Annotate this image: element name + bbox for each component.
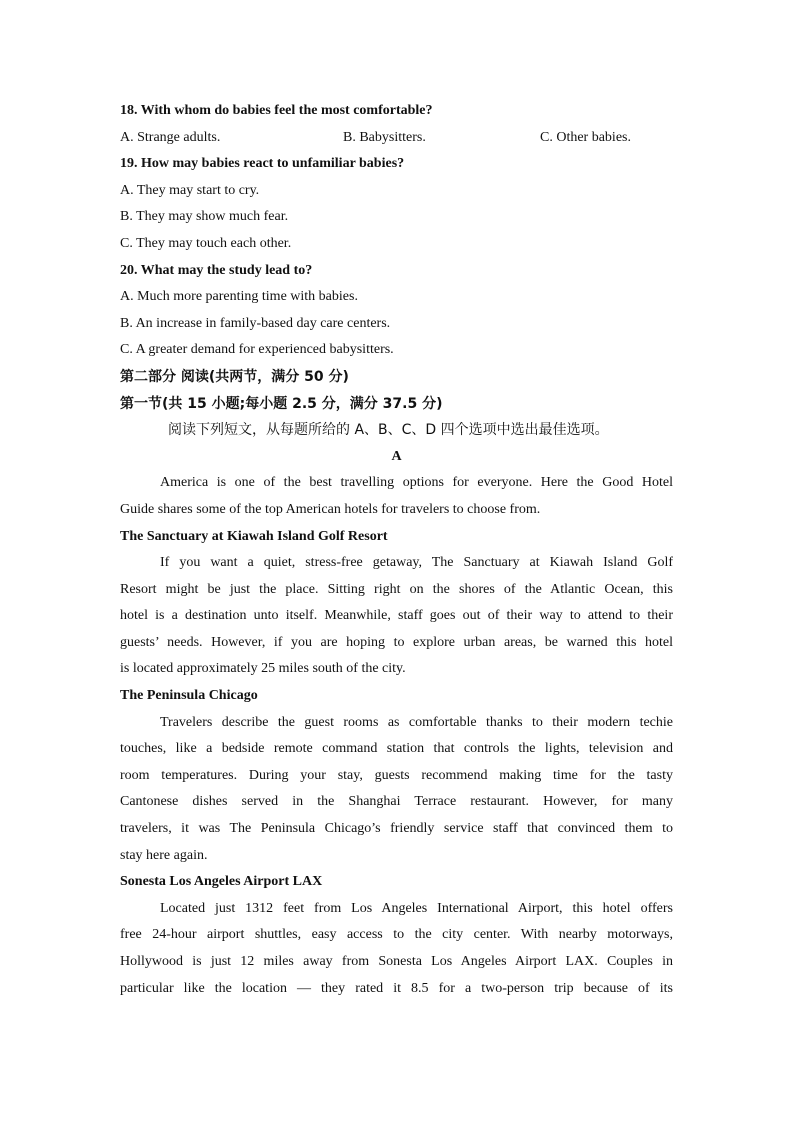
hotel-title: The Peninsula Chicago (120, 688, 258, 704)
question-20: 20. What may the study lead to? (120, 262, 313, 278)
paragraph-line: is located approximately 25 miles south of the city. (120, 661, 406, 677)
paragraph-line: particular like the location — they rated it 8.5 for a two-person trip because of its (120, 980, 673, 996)
question-19: 19. How may babies react to unfamiliar babies? (120, 156, 405, 172)
paragraph-line: Travelers describe the guest rooms as comfortable thanks to their modern techie (160, 714, 673, 730)
paragraph-line: hotel is a destination unto itself. Meanwhile, staff goes out of their way to attend to their (120, 608, 673, 624)
hotel-title: The Sanctuary at Kiawah Island Golf Resort (120, 528, 388, 544)
paragraph-line: guests’ needs. However, if you are hoping to explore urban areas, be warned this hotel (120, 634, 673, 650)
paragraph-line: Guide shares some of the top American hotels for travelers to choose from. (120, 501, 541, 517)
option-b: B. They may show much fear. (120, 209, 289, 225)
question-18: 18. With whom do babies feel the most comfortable? (120, 103, 433, 118)
option-c: C. A greater demand for experienced babysitters. (120, 342, 394, 358)
passage-label: A (391, 448, 402, 464)
paragraph-line: Resort might be just the place. Sitting right on the shores of the Atlantic Ocean, this (120, 581, 673, 597)
subsection-title: 第一节(共 15 小题;每小题 2.5 分，满分 37.5 分) (120, 395, 443, 412)
option-c: C. They may touch each other. (120, 235, 292, 251)
hotel-title: Sonesta Los Angeles Airport LAX (120, 874, 323, 890)
paragraph-line: room temperatures. During your stay, guests recommend making time for the tasty (120, 767, 673, 783)
paragraph-line: free 24-hour airport shuttles, easy access to the city center. With nearby motorways, (120, 927, 673, 943)
paragraph-line: Located just 1312 feet from Los Angeles International Airport, this hotel offers (160, 900, 673, 916)
part-title: 第二部分 阅读(共两节，满分 50 分) (120, 368, 349, 385)
paragraph-line: travelers, it was The Peninsula Chicago’s friendly service staff that convinced them to (120, 821, 673, 837)
paragraph-line: Cantonese dishes served in the Shanghai Terrace restaurant. However, for many (120, 794, 673, 810)
option-a: A. They may start to cry. (120, 182, 260, 198)
paragraph-line: America is one of the best travelling options for everyone. Here the Good Hotel (160, 475, 673, 491)
hotel-paragraph (120, 710, 673, 870)
option-c: C. Other babies. (540, 129, 631, 145)
paragraph-line: stay here again. (120, 847, 208, 863)
hotel-paragraph (120, 550, 673, 683)
paragraph-line: Hollywood is just 12 miles away from Sonesta Los Angeles Airport LAX. Couples in (120, 954, 673, 969)
option-b: B. Babysitters. (343, 129, 426, 145)
hotel-paragraph (120, 896, 673, 1002)
question-18-options (120, 125, 673, 152)
option-b: B. An increase in family-based day care centers. (120, 315, 391, 331)
document-page (120, 98, 673, 1002)
option-a: A. Strange adults. (120, 129, 221, 145)
option-a: A. Much more parenting time with babies. (120, 289, 358, 305)
intro-paragraph (120, 470, 673, 523)
instruction: 阅读下列短文，从每题所给的 A、B、C、D 四个选项中选出最佳选项。 (168, 422, 609, 439)
paragraph-line: touches, like a bedside remote command station that controls the lights, television and (120, 741, 673, 757)
paragraph-line: If you want a quiet, stress-free getaway, The Sanctuary at Kiawah Island Golf (160, 555, 673, 571)
